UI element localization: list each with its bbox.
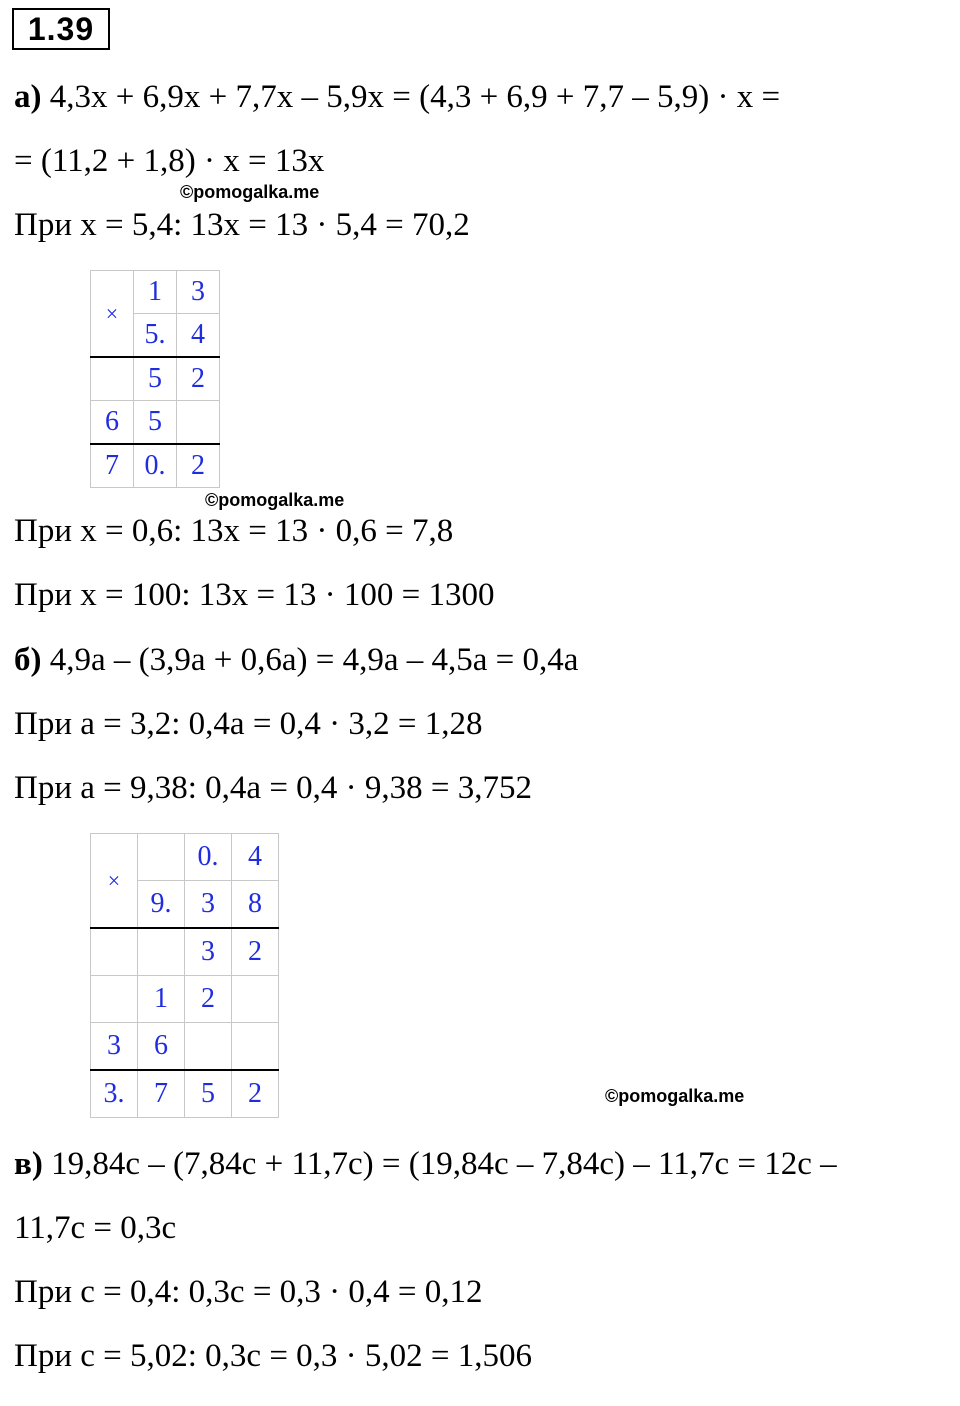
table-cell xyxy=(91,357,134,401)
watermark: ©pomogalka.me xyxy=(605,1086,745,1106)
multiply-sign: × xyxy=(91,834,138,929)
table-cell xyxy=(138,928,185,976)
part-c-case-1: При c = 0,4: 0,3c = 0,3 · 0,4 = 0,12 xyxy=(14,1274,483,1310)
table-cell: 7 xyxy=(91,444,134,488)
table-cell: 5 xyxy=(185,1070,232,1118)
table-cell: 1 xyxy=(138,976,185,1023)
watermark: ©pomogalka.me xyxy=(205,490,345,510)
part-a-label: а) xyxy=(14,79,42,115)
table-cell: 2 xyxy=(232,1070,279,1118)
table-cell: 9. xyxy=(138,881,185,929)
table-cell: 0. xyxy=(134,444,177,488)
part-c-line-1 xyxy=(14,1144,837,1184)
part-a-case-3: При x = 100: 13x = 13 · 100 = 1300 xyxy=(14,577,495,613)
part-c-expression: 19,84c – (7,84c + 11,7c) = (19,84c – 7,84c) – 11,7c = 12c – xyxy=(51,1146,837,1182)
table-cell: 7 xyxy=(138,1070,185,1118)
part-b-line-1 xyxy=(14,640,578,680)
table-cell: 5 xyxy=(134,357,177,401)
table-cell xyxy=(138,834,185,881)
table-cell xyxy=(91,976,138,1023)
table-cell xyxy=(232,976,279,1023)
table-cell: 2 xyxy=(185,976,232,1023)
part-a-case-1: При x = 5,4: 13x = 13 · 5,4 = 70,2 xyxy=(14,207,470,243)
table-cell: 6 xyxy=(138,1023,185,1071)
table-cell: 5. xyxy=(134,314,177,358)
table-cell: 3 xyxy=(185,928,232,976)
part-b-expression: 4,9a – (3,9a + 0,6a) = 4,9a – 4,5a = 0,4a xyxy=(49,642,579,678)
part-a-line-2: = (11,2 + 1,8) · x = 13x xyxy=(14,143,325,179)
table-cell: 3 xyxy=(185,881,232,929)
table-cell: 3 xyxy=(177,271,220,314)
table-cell: 2 xyxy=(232,928,279,976)
part-a-expression: 4,3x + 6,9x + 7,7x – 5,9x = (4,3 + 6,9 + 7,7 – 5,9) · x = xyxy=(49,79,781,115)
table-cell: 4 xyxy=(232,834,279,881)
multiplication-table-2 xyxy=(90,833,279,1118)
part-b-case-1: При a = 3,2: 0,4a = 0,4 · 3,2 = 1,28 xyxy=(14,706,483,742)
part-b-label: б) xyxy=(14,642,42,678)
table-cell: 1 xyxy=(134,271,177,314)
part-c-line-2: 11,7c = 0,3c xyxy=(14,1210,177,1246)
multiply-sign: × xyxy=(91,271,134,358)
table-cell: 6 xyxy=(91,401,134,445)
table-cell xyxy=(91,928,138,976)
watermark: ©pomogalka.me xyxy=(180,182,320,202)
multiplication-table-1 xyxy=(90,270,220,488)
problem-number: 1.39 xyxy=(12,8,110,50)
table-cell: 0. xyxy=(185,834,232,881)
table-cell: 8 xyxy=(232,881,279,929)
table-cell xyxy=(185,1023,232,1071)
table-cell xyxy=(232,1023,279,1071)
part-a-case-2: При x = 0,6: 13x = 13 · 0,6 = 7,8 xyxy=(14,513,454,549)
part-c-label: в) xyxy=(14,1146,43,1182)
table-cell: 2 xyxy=(177,444,220,488)
table-cell xyxy=(177,401,220,445)
table-cell: 5 xyxy=(134,401,177,445)
part-a-line-1 xyxy=(14,77,780,117)
table-cell: 4 xyxy=(177,314,220,358)
table-cell: 3. xyxy=(91,1070,138,1118)
table-cell: 2 xyxy=(177,357,220,401)
table-cell: 3 xyxy=(91,1023,138,1071)
part-c-case-2: При c = 5,02: 0,3c = 0,3 · 5,02 = 1,506 xyxy=(14,1338,533,1374)
part-b-case-2: При a = 9,38: 0,4a = 0,4 · 9,38 = 3,752 xyxy=(14,770,533,806)
